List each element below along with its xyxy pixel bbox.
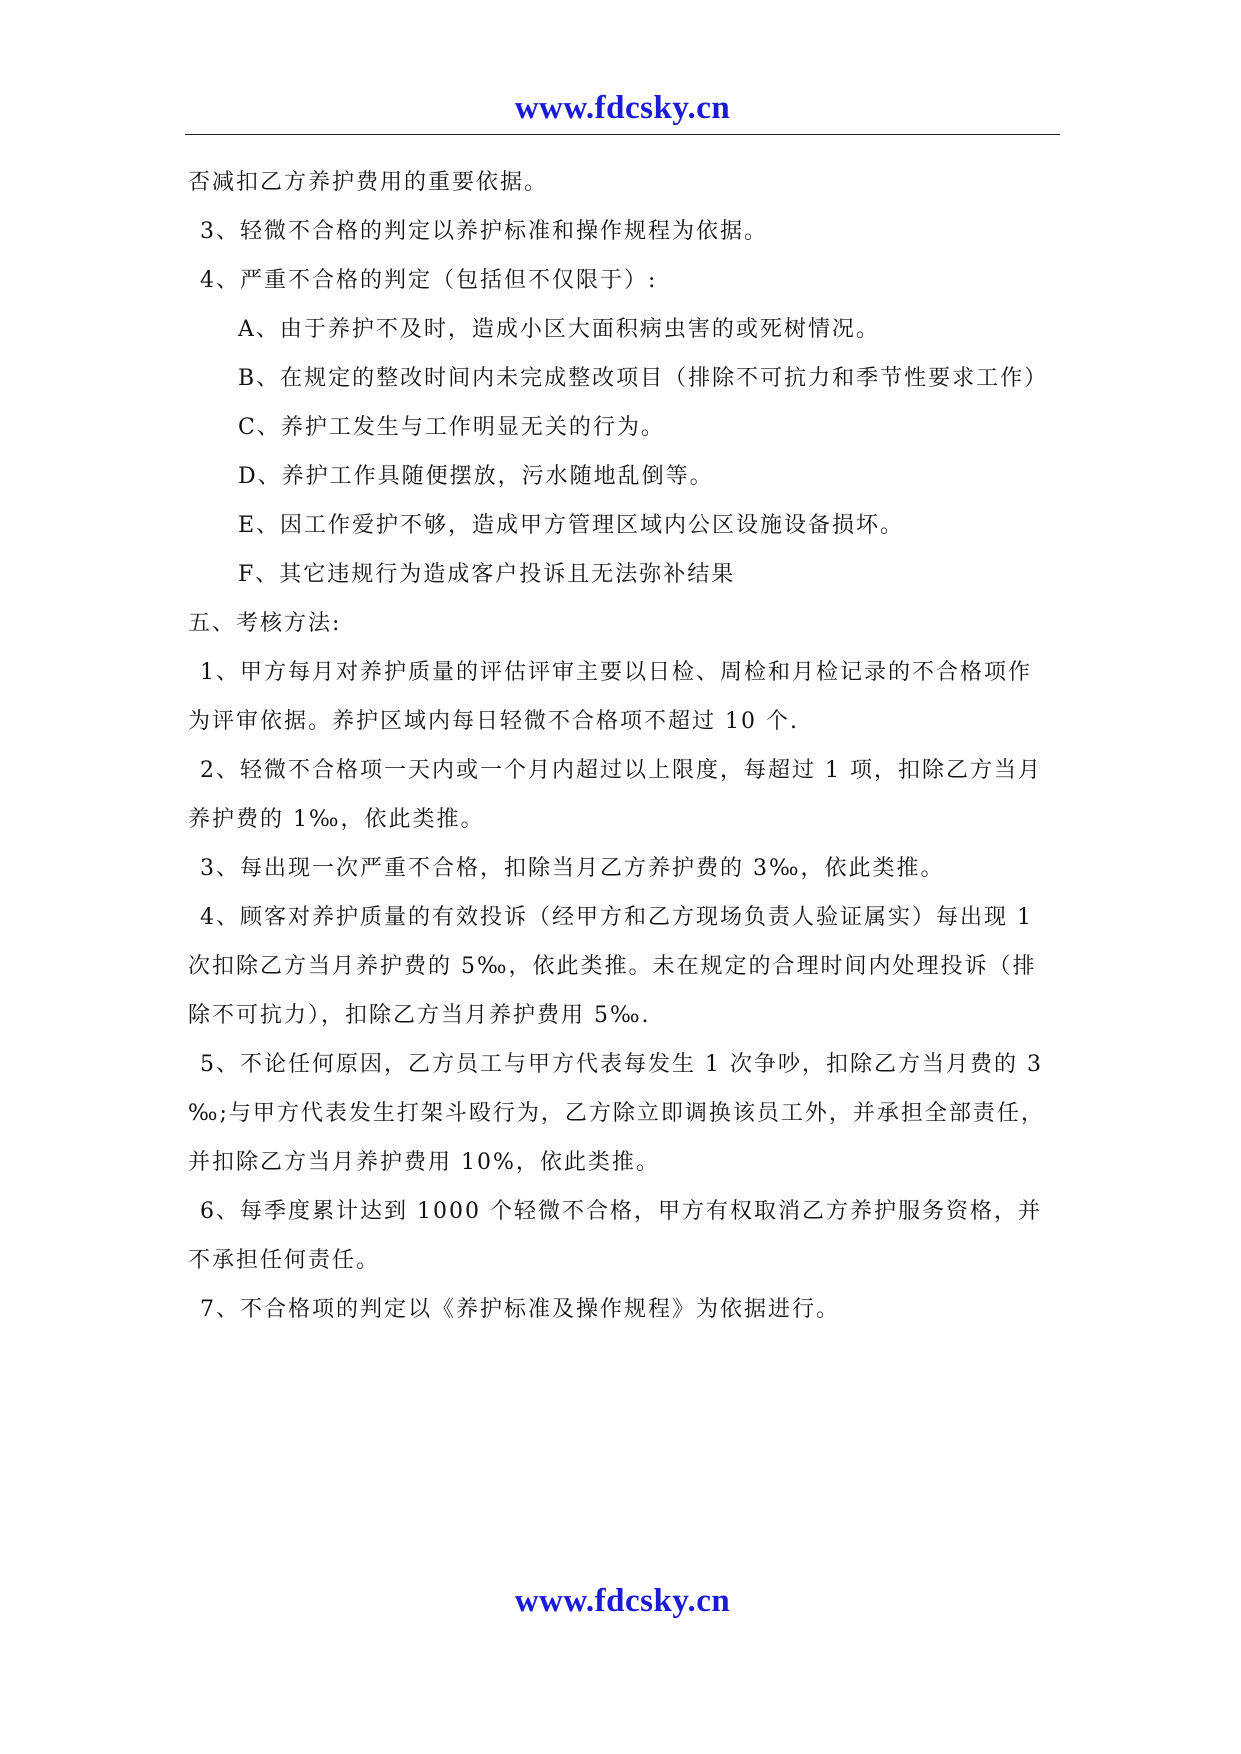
body-line: ‰;与甲方代表发生打架斗殴行为，乙方除立即调换该员工外，并承担全部责任， — [188, 1101, 1045, 1126]
body-line: 3、轻微不合格的判定以养护标准和操作规程为依据。 — [200, 219, 768, 244]
header-site-url: www.fdcsky.cn — [514, 90, 731, 126]
body-line: 4、严重不合格的判定（包括但不仅限于）: — [200, 268, 658, 293]
body-line: 不承担任何责任。 — [188, 1248, 381, 1273]
footer-site-url: www.fdcsky.cn — [514, 1583, 731, 1619]
body-line: 7、不合格项的判定以《养护标准及操作规程》为依据进行。 — [200, 1297, 840, 1322]
body-line: F、其它违规行为造成客户投诉且无法弥补结果 — [238, 562, 736, 587]
section-heading: 五、考核方法: — [188, 611, 342, 636]
body-line: C、养护工发生与工作明显无关的行为。 — [238, 415, 665, 440]
body-line: 3、每出现一次严重不合格，扣除当月乙方养护费的 3‰，依此类推。 — [200, 856, 945, 881]
body-line: 并扣除乙方当月养护费用 10%，依此类推。 — [188, 1150, 660, 1175]
body-line: 1、甲方每月对养护质量的评估评审主要以日检、周检和月检记录的不合格项作 — [200, 660, 1032, 685]
body-line: B、在规定的整改时间内未完成整改项目（排除不可抗力和季节性要求工作） — [238, 366, 1049, 391]
body-line: 6、每季度累计达到 1000 个轻微不合格，甲方有权取消乙方养护服务资格，并 — [200, 1199, 1042, 1224]
body-line: A、由于养护不及时，造成小区大面积病虫害的或死树情况。 — [238, 317, 880, 342]
body-line: 养护费的 1‰，依此类推。 — [188, 807, 485, 832]
document-body — [188, 158, 1068, 1334]
body-line: 次扣除乙方当月养护费的 5‰，依此类推。未在规定的合理时间内处理投诉（排 — [188, 954, 1037, 979]
body-line: 否减扣乙方养护费用的重要依据。 — [188, 170, 549, 195]
body-line: E、因工作爱护不够，造成甲方管理区域内公区设施设备损坏。 — [238, 513, 905, 538]
body-line: 为评审依据。养护区域内每日轻微不合格项不超过 10 个. — [188, 709, 799, 734]
body-line: 2、轻微不合格项一天内或一个月内超过以上限度，每超过 1 项，扣除乙方当月 — [200, 758, 1042, 783]
body-line: 5、不论任何原因，乙方员工与甲方代表每发生 1 次争吵，扣除乙方当月费的 3 — [200, 1052, 1043, 1077]
body-line: 4、顾客对养护质量的有效投诉（经甲方和乙方现场负责人验证属实）每出现 1 — [200, 905, 1033, 930]
body-line: D、养护工作具随便摆放，污水随地乱倒等。 — [238, 464, 714, 489]
body-line: 除不可抗力），扣除乙方当月养护费用 5‰. — [188, 1003, 651, 1028]
header-divider — [185, 134, 1060, 135]
